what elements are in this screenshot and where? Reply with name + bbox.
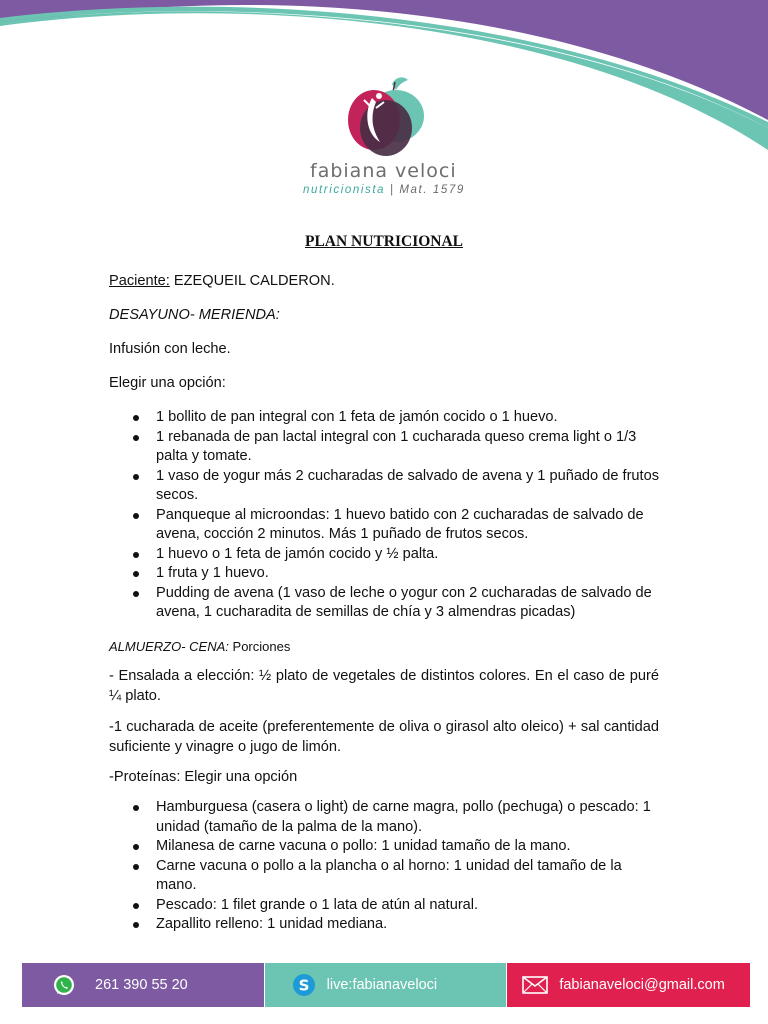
phone-number: 261 390 55 20 — [95, 977, 188, 993]
whatsapp-icon — [52, 973, 76, 997]
brand-role: nutricionista — [303, 184, 386, 196]
list-item: Panqueque al microondas: 1 huevo batido con 2 cucharadas de salvado de avena, cocción 2 minutos. Más 1 puñado de frutos secos. — [109, 506, 659, 545]
breakfast-heading: DESAYUNO- MERIENDA: — [109, 307, 280, 323]
svg-text:S: S — [298, 976, 310, 995]
breakfast-options-list — [109, 408, 659, 623]
footer-phone[interactable] — [22, 963, 264, 1007]
document-title-wrap — [0, 233, 768, 251]
lunch-heading: ALMUERZO- CENA: — [109, 639, 229, 654]
list-item: Zapallito relleno: 1 unidad mediana. — [109, 915, 659, 935]
salad-text: - Ensalada a elección: ½ plato de vegetales de distintos colores. En el caso de puré ¼ plato. — [109, 668, 659, 704]
infusion-text: Infusión con leche. — [109, 341, 231, 357]
skype-icon — [292, 973, 316, 997]
oil-text: -1 cucharada de aceite (preferentemente de oliva o girasol alto oleico) + sal cantidad suficiente y vinagre o jugo de limón. — [109, 719, 659, 755]
list-item: 1 rebanada de pan lactal integral con 1 cucharada queso crema light o 1/3 palta y tomate. — [109, 428, 659, 467]
brand-separator: | — [389, 184, 395, 196]
document-title: PLAN NUTRICIONAL — [304, 233, 464, 250]
email-address: fabianaveloci@gmail.com — [559, 977, 725, 993]
list-item: 1 vaso de yogur más 2 cucharadas de salvado de avena y 1 puñado de frutos secos. — [109, 467, 659, 506]
protein-options-list — [109, 798, 659, 935]
footer-contact-bar — [22, 963, 750, 1007]
skype-id: live:fabianaveloci — [326, 977, 438, 993]
list-item: Carne vacuna o pollo a la plancha o al horno: 1 unidad del tamaño de la mano. — [109, 857, 659, 896]
lunch-heading-line — [109, 637, 659, 657]
brand-license: Mat. 1579 — [399, 184, 465, 196]
list-item: Hamburguesa (casera o light) de carne magra, pollo (pechuga) o pescado: 1 unidad (tamaño de la palma de la mano). — [109, 798, 659, 837]
mail-icon — [522, 973, 548, 997]
proteins-label: -Proteínas: Elegir una opción — [109, 769, 298, 785]
list-item: 1 bollito de pan integral con 1 feta de jamón cocido o 1 huevo. — [109, 408, 659, 428]
brand-name: fabiana veloci — [310, 160, 457, 182]
list-item: 1 fruta y 1 huevo. — [109, 564, 659, 584]
list-item: Pescado: 1 filet grande o 1 lata de atún al natural. — [109, 896, 659, 916]
patient-line — [109, 272, 659, 292]
list-item: 1 huevo o 1 feta de jamón cocido y ½ palta. — [109, 545, 659, 565]
footer-skype[interactable] — [265, 963, 507, 1007]
patient-label: Paciente: — [109, 273, 170, 289]
patient-name: EZEQUEIL CALDERON. — [169, 273, 335, 289]
list-item: Milanesa de carne vacuna o pollo: 1 unidad tamaño de la mano. — [109, 837, 659, 857]
lunch-heading-suffix: Porciones — [228, 639, 291, 654]
brand-subtitle — [303, 184, 465, 196]
footer-email[interactable] — [507, 963, 750, 1007]
choose-option-text: Elegir una opción: — [109, 375, 226, 391]
list-item: Pudding de avena (1 vaso de leche o yogur con 2 cucharadas de salvado de avena, 1 cucharadita de semillas de chía y 3 almendras picadas) — [109, 584, 659, 623]
